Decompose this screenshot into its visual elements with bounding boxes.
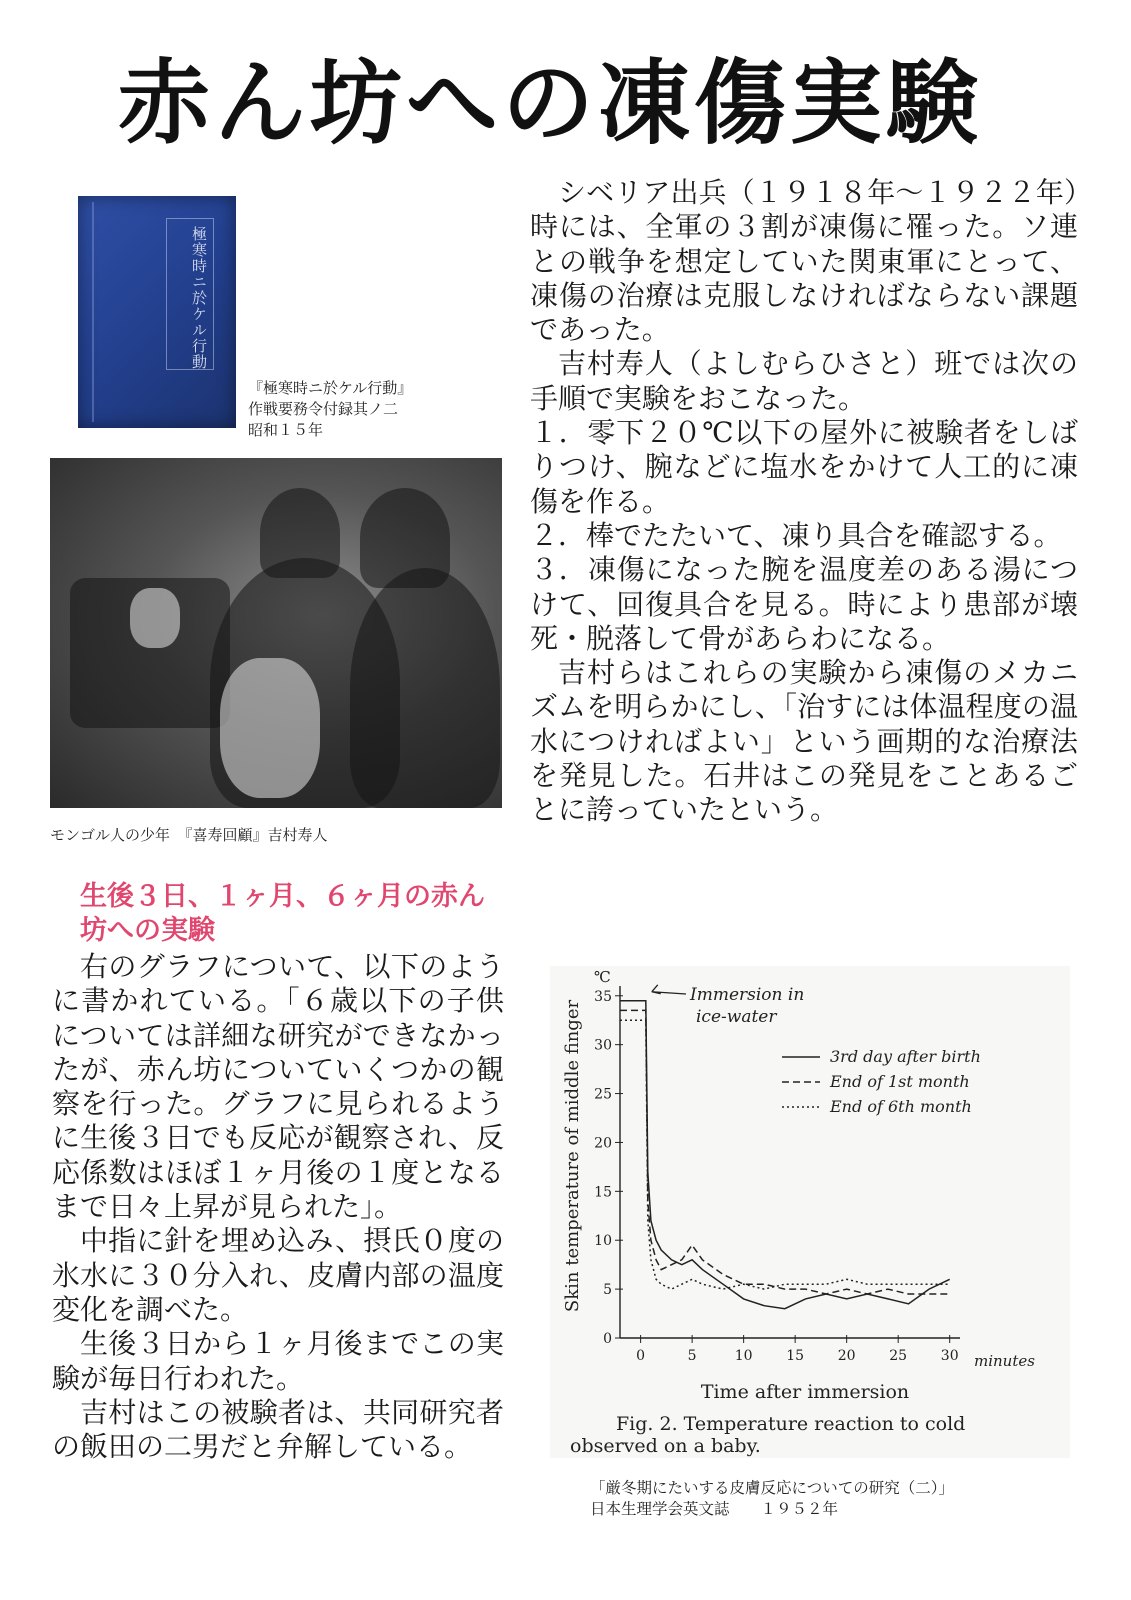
- book-caption-line: 作戦要務令付録其ノ二: [248, 400, 399, 418]
- y-tick-label: 15: [594, 1184, 612, 1201]
- x-tick-label: 5: [687, 1348, 697, 1364]
- annotation-line: Immersion in: [690, 985, 805, 1005]
- chart-source-caption: [590, 1478, 954, 1520]
- paragraph: 吉村らはこれらの実験から凍傷のメカニズムを明らかにし、「治すには体温程度の温水につければよい」という画期的な治療法を発見した。石井はこの発見をことあるごとに誇っていたという。: [530, 656, 1078, 827]
- annotation-line: ice-water: [696, 1007, 777, 1027]
- paragraph: 中指に針を埋め込み、摂氏０度の氷水に３０分入れ、皮膚内部の温度変化を調べた。: [52, 1224, 504, 1326]
- y-tick-label: 25: [594, 1086, 612, 1103]
- paragraph: シベリア出兵（１９１８年～１９２２年）時には、全軍の３割が凍傷に罹った。ソ連との戦争を想定していた関東軍にとって、凍傷の治療は克服しなければならない課題であった。: [530, 176, 1078, 347]
- book-cover-text: 極寒時ニ於ケル行動: [190, 226, 208, 370]
- annotation-arrow: [652, 985, 686, 994]
- source-line: 「厳冬期にたいする皮膚反応についての研究（二）」: [590, 1479, 954, 1497]
- y-tick-label: 20: [594, 1135, 612, 1152]
- section-heading: 生後３日、１ヶ月、６ヶ月の赤ん坊への実験: [80, 881, 485, 946]
- x-tick-label: 0: [636, 1348, 646, 1364]
- page-title: 赤ん坊への凍傷実験: [117, 50, 982, 157]
- chart-title-line: observed on a baby.: [570, 1435, 761, 1457]
- y-tick-label: 30: [594, 1037, 612, 1054]
- y-tick-label: 35: [594, 988, 612, 1005]
- source-line: 日本生理学会英文誌 １９５２年: [590, 1500, 839, 1518]
- legend-entry: End of 1st month: [830, 1072, 970, 1091]
- x-axis-unit: minutes: [974, 1352, 1035, 1370]
- photo-caption: モンゴル人の少年 『喜寿回顧』吉村寿人: [50, 826, 328, 844]
- x-tick-label: 25: [889, 1348, 908, 1364]
- y-tick-label: 5: [603, 1282, 612, 1299]
- historical-photo: [50, 458, 502, 808]
- paragraph: 右のグラフについて、以下のように書かれている。「６歳以下の子供については詳細な研究ができなかったが、赤ん坊についていくつかの観察を行った。グラフに見られるように生後３日でも反応が観察され、反応係数はほぼ１ヶ月後の１度となるまで日々上昇が見られた」。: [52, 950, 504, 1224]
- y-axis-unit: ℃: [594, 968, 611, 986]
- x-tick-label: 20: [837, 1348, 856, 1364]
- paragraph: 生後３日から１ヶ月後までこの実験が毎日行われた。: [52, 1327, 504, 1395]
- paragraph: 吉村寿人（よしむらひさと）班では次の手順で実験をおこなった。: [530, 347, 1078, 415]
- x-tick-label: 30: [940, 1348, 959, 1364]
- paragraph: 吉村はこの被験者は、共同研究者の飯田の二男だと弁解している。: [52, 1395, 504, 1464]
- book-caption-line: 昭和１５年: [248, 421, 324, 439]
- step-item: ３．凍傷になった腕を温度差のある湯につけて、回復具合を見る。時により患部が壊死・脱落して骨があらわになる。: [530, 553, 1078, 655]
- x-tick-label: 10: [734, 1348, 753, 1364]
- x-tick-label: 15: [786, 1348, 805, 1364]
- book-caption: [248, 378, 412, 441]
- book-caption-line: 『極寒時ニ於ケル行動』: [248, 379, 413, 397]
- legend-entry: 3rd day after birth: [830, 1047, 981, 1066]
- y-tick-label: 0: [603, 1331, 612, 1347]
- left-column-text: [52, 950, 504, 1464]
- chart-title-line: Fig. 2. Temperature reaction to cold: [616, 1413, 966, 1435]
- chart-svg: [550, 966, 1070, 1458]
- book-cover-image: [78, 196, 236, 428]
- x-axis-label: Time after immersion: [700, 1381, 910, 1403]
- y-axis-label: Skin temperature of middle finger: [562, 999, 583, 1313]
- right-column-text: [530, 176, 1078, 828]
- y-tick-label: 10: [594, 1233, 612, 1250]
- step-item: １．零下２０℃以下の屋外に被験者をしばりつけ、腕などに塩水をかけて人工的に凍傷を作る。: [530, 416, 1078, 518]
- temperature-chart: [550, 966, 1070, 1458]
- step-item: ２．棒でたたいて、凍り具合を確認する。: [530, 518, 1062, 552]
- book-spine: [92, 202, 94, 422]
- legend-entry: End of 6th month: [830, 1097, 972, 1116]
